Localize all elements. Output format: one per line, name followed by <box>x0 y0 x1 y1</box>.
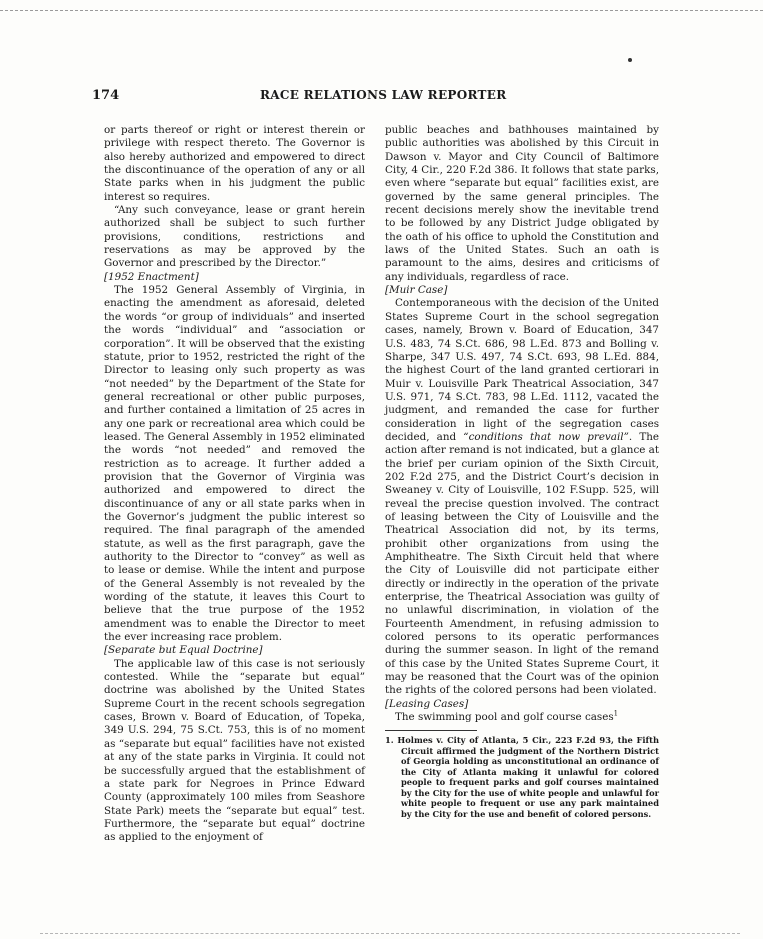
paragraph <box>385 711 659 724</box>
footnote-reference: 1 <box>613 709 619 718</box>
paragraph: public beaches and bathhouses maintained by public authorities was abolished by this Circuit in Dawson v. Mayor and City Council of Baltimore City, 4 Cir., 220 F.2d 386. It follows that state parks, even where “separate but equal” facilities exist, are governed by the same general principles. The recent decisions merely show the inevitable trend to be followed by any District Judge obligated by the oath of his office to uphold the Constitution and laws of the United States. Such an oath is paramount to the aims, desires and criticisms of any individuals, regardless of race. <box>385 124 659 283</box>
footnote: 1. Holmes v. City of Atlanta, 5 Cir., 223 F.2d 93, the Fifth Circuit affirmed the judgment of the Northern District of Georgia holding as unconstitutional an ordinance of the City of Atlanta making it unlawful for colored people to frequent parks and golf courses maintained by the City for the use of white people and unlawful for white people to frequent or use any park maintained by the City for the use and benefit of colored persons. <box>385 735 659 819</box>
section-heading-separate-but-equal: [Separate but Equal Doctrine] <box>104 644 263 657</box>
paragraph: or parts thereof or right or interest therein or privilege with respect thereto. The Governor is also hereby authorized and empowered to direct the discontinuance of the operation of any or all State parks when in his judgment the public interest so requires. <box>104 124 365 203</box>
left-column <box>104 124 365 845</box>
scan-speck <box>628 58 632 62</box>
section-heading-1952-enactment: [1952 Enactment] <box>104 270 199 283</box>
right-column <box>385 124 659 819</box>
paragraph-text: . The action after remand is not indicated, but a glance at the brief per curiam opinion of the Sixth Circuit, 202 F.2d 275, and the District Court’s decision in Sweaney v. City of Louisville, 102 F.Supp. 525, will reveal the precise question involved. The contract of leasing between the City of Louisville and the Theatrical Association did not, by its terms, prohibit other organizations from using the Amphitheatre. The Sixth Circuit held that where the City of Louisville did not participate either directly or indirectly in the operation of the private enterprise, the Theatrical Association was guilty of no unlawful discrimination, in violation of the Fourteenth Amendment, in refusing admission to colored persons to its operatic performances during the summer season. In light of the remand of this case by the United States Supreme Court, it may be reasoned that the Court was of the opinion the rights of the colored persons had been violated. <box>385 430 659 697</box>
paragraph-text: Contemporaneous with the decision of the United States Supreme Court in the school segregation cases, namely, Brown v. Board of Education, 347 U.S. 483, 74 S.Ct. 686, 98 L.Ed. 873 and Bolling v. Sharpe, 347 U.S. 497, 74 S.Ct. 693, 98 L.Ed. 884, the highest Court of the land granted certiorari in Muir v. Louisville Park Theatrical Association, 347 U.S. 971, 74 S.Ct. 783, 98 L.Ed. 1112, vacated the judgment, and remanded the case for further consideration in light of the segregation cases decided, and <box>385 297 659 443</box>
paragraph: The applicable law of this case is not seriously contested. While the “separate but equal” doctrine was abolished by the United States Supreme Court in the recent schools segregation cases, Brown v. Board of Education, of Topeka, 349 U.S. 294, 75 S.Ct. 753, this is of no moment as “separate but equal” facilities have not existed at any of the state parks in Virginia. It could not be successfully argued that the establishment of a state park for Negroes in Prince Edward County (approximately 100 miles from Seashore State Park) meets the “separate but equal” test. Furthermore, the “separate but equal” doctrine as applied to the enjoyment of <box>104 657 365 844</box>
page-number: 174 <box>92 88 120 103</box>
paragraph <box>385 297 659 697</box>
running-head: RACE RELATIONS LAW REPORTER <box>260 88 507 102</box>
bottom-border-rule <box>40 933 740 934</box>
top-border-rule <box>0 10 763 11</box>
footnote-divider <box>385 730 477 731</box>
quoted-phrase: “conditions that now prevail” <box>463 430 629 443</box>
section-heading-leasing-cases: [Leasing Cases] <box>385 697 469 710</box>
page-header <box>92 88 680 106</box>
section-heading-muir-case: [Muir Case] <box>385 284 448 297</box>
paragraph-text: The swimming pool and golf course cases <box>395 711 614 724</box>
paragraph: The 1952 General Assembly of Virginia, in enacting the amendment as aforesaid, deleted the words “or group of individuals” and inserted the words “individual” and “association or corporation”. It will be observed that the existing statute, prior to 1952, restricted the right of the Director to leasing only such property as was “not needed” by the Department of the State for general recreational or other public purposes, and further contained a limitation of 25 acres in any one park or recreational area which could be leased. The General Assembly in 1952 eliminated the words “not needed” and removed the restriction as to acreage. It further added a provision that the Governor of Virginia was authorized and empowered to direct the discontinuance of any or all state parks when in the Governor’s judgment the public interest so required. The final paragraph of the amended statute, as well as the first paragraph, gave the authority to the Director to “convey” as well as to lease or demise. While the intent and purpose of the General Assembly is not revealed by the wording of the statute, it leaves this Court to believe that the true purpose of the 1952 amendment was to enable the Director to meet the ever increasing race problem. <box>104 284 365 644</box>
paragraph: “Any such conveyance, lease or grant herein authorized shall be subject to such further provisions, conditions, restrictions and reservations as may be approved by the Governor and prescribed by the Director.” <box>104 204 365 270</box>
